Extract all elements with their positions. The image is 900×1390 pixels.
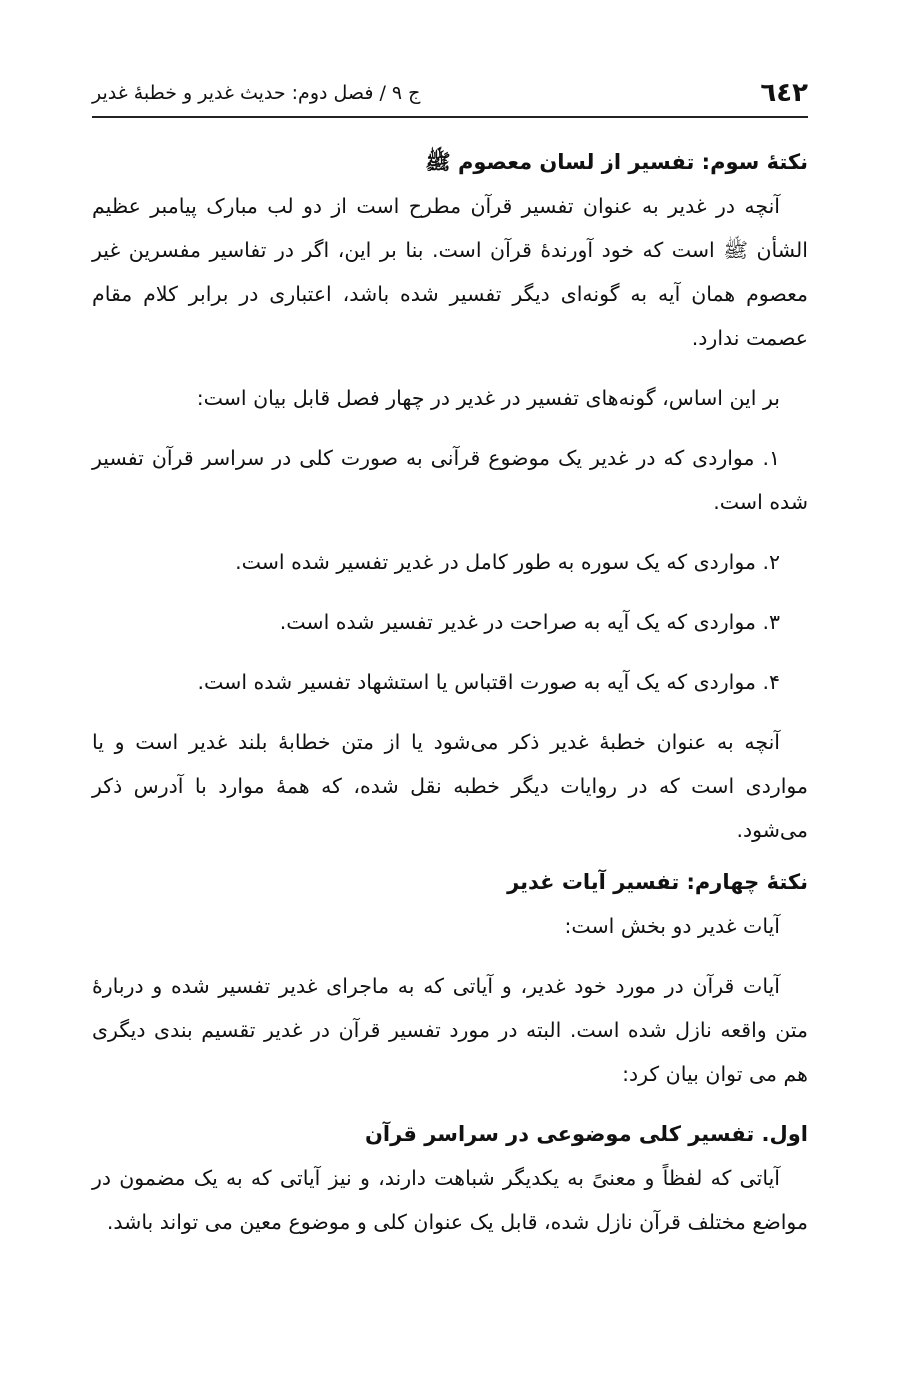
section-heading-point-three: نکتهٔ سوم: تفسیر از لسان معصوم ﷺ <box>425 150 808 174</box>
subsection-heading-first: اول. تفسیر کلی موضوعی در سراسر قرآن <box>365 1122 808 1146</box>
running-head: ج ٩ / فصل دوم: حديث غدير و خطبهٔ غدير <box>92 82 421 104</box>
section-heading-point-four: نکتهٔ چهارم: تفسیر آیات غدیر <box>507 870 808 894</box>
paragraph-two-parts: آیات غدیر دو بخش است: <box>564 914 780 938</box>
paragraph-verses: آیات قرآن در مورد خود غدیر، و آیاتی که به ماجرای غدیر تفسیر شده و دربارهٔ متن واقعه نازل شده است. البته در مورد تفسیر قرآن در غدیر تقسیم بندی دیگری هم می توان بیان کرد: <box>92 974 808 1086</box>
paragraph-sermon-note: آنچه به عنوان خطبهٔ غدیر ذکر می‌شود یا از متن خطابهٔ بلند غدیر است و یا مواردی است که در روایات دیگر خطبه نقل شده، که همهٔ موارد با آدرس ذکر می‌شود. <box>92 730 808 842</box>
list-item-3: ٣. مواردی که یک آیه به صراحت در غدیر تفسیر شده است. <box>279 610 780 634</box>
paragraph-intro: آنچه در غدیر به عنوان تفسیر قرآن مطرح است از دو لب مبارک پیامبر عظیم الشأن ﷺ است که خود آورندهٔ قرآن است. بنا بر این، اگر در تفاسیر مفسرین غیر معصوم همان آیه به گونه‌ای دیگر تفسیر شده باشد، اعتباری در برابر کلام مقام عصمت ندارد. <box>92 194 808 350</box>
page-number: ٦٤٢ <box>760 78 808 108</box>
paragraph-basis: بر این اساس، گونه‌های تفسیر در غدیر در چهار فصل قابل بیان است: <box>196 386 780 410</box>
page-body <box>92 140 808 1244</box>
list-item-1: ١. مواردی که در غدیر یک موضوع قرآنی به صورت کلی در سراسر قرآن تفسیر شده است. <box>92 446 808 514</box>
list-item-2: ٢. مواردی که یک سوره به طور کامل در غدیر تفسیر شده است. <box>235 550 780 574</box>
paragraph-thematic: آیاتی که لفظاً و معنیً به یکدیگر شباهت دارند، و نیز آیاتی که به یک مضمون در مواضع مختلف قرآن نازل شده، قابل یک عنوان کلی و موضوع معین می تواند باشد. <box>92 1166 808 1234</box>
page-header <box>92 70 808 118</box>
list-item-4: ۴. مواردی که یک آیه به صورت اقتباس یا استشهاد تفسیر شده است. <box>197 670 780 694</box>
